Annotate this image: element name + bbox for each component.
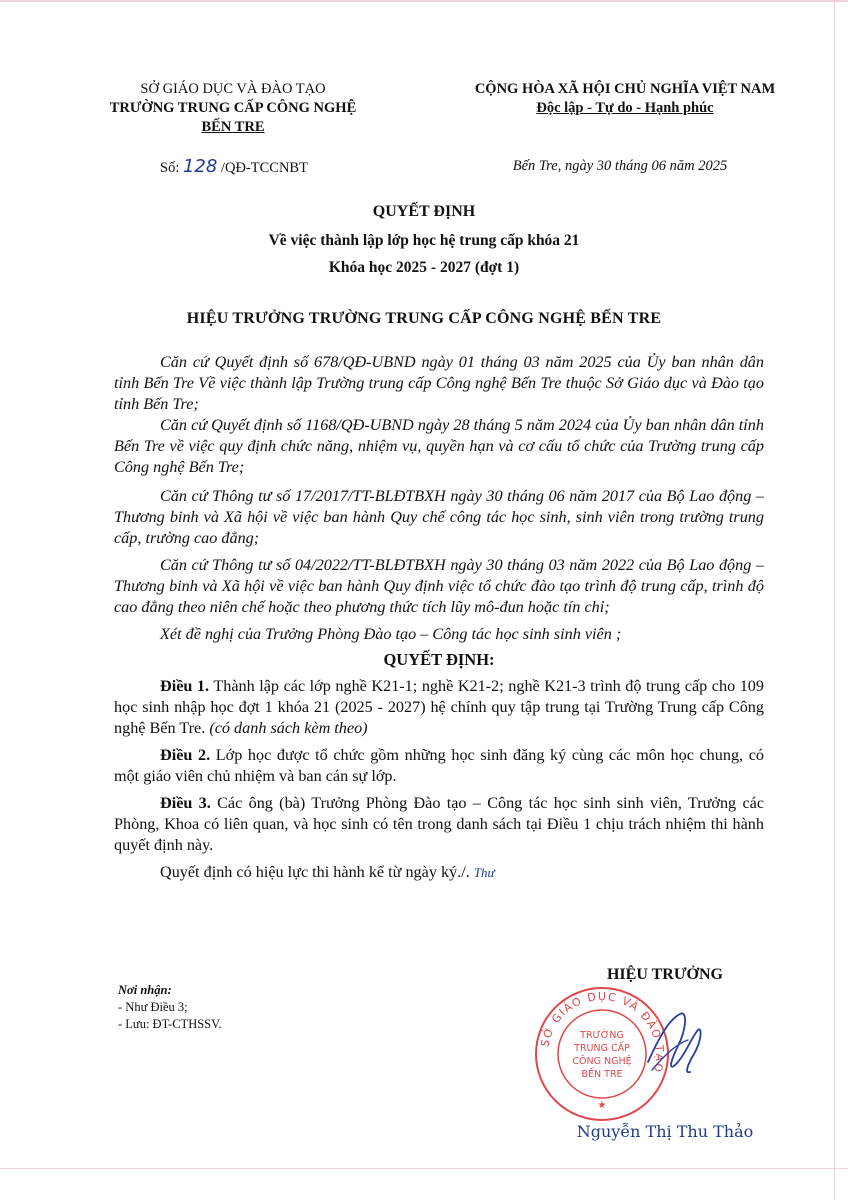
preamble-4: Căn cứ Thông tư số 04/2022/TT-BLĐTBXH ngày 30 tháng 03 năm 2022 của Bộ Lao động – Thương binh và Xã hội về việc ban hành Quy định việc tổ chức đào tạo trình độ trung cấp, trình độ cao đẳng theo niên chế hoặc theo phương thức tích lũy mô-đun hoặc tín chỉ; [114, 556, 764, 616]
doc-number-handwritten: 128 [182, 156, 218, 177]
authority-line-3: BẾN TRE [201, 119, 265, 135]
article-2-label: Điều 2. [160, 746, 211, 764]
recipients [118, 982, 222, 1033]
article-3-label: Điều 3. [160, 794, 211, 812]
preamble-1: Căn cứ Quyết định số 678/QĐ-UBND ngày 01 tháng 03 năm 2025 của Ủy ban nhân dân tỉnh Bến Tre Về việc thành lập Trường trung cấp Công nghệ Bến Tre thuộc Sở Giáo dục và Đào tạo tỉnh Bến Tre; [114, 353, 764, 413]
signer-title: HIỆU TRƯỞNG [606, 966, 723, 983]
article-1-note: (có danh sách kèm theo) [209, 719, 368, 737]
article-1 [114, 676, 764, 739]
signer-name: Nguyễn Thị Thu Thảo [576, 1122, 754, 1141]
seal-line-2: TRUNG CẤP [574, 1043, 630, 1054]
national-heading [452, 80, 798, 118]
doc-number-prefix: Số: [160, 160, 180, 176]
decision-subject: Về việc thành lập lớp học hệ trung cấp khóa 21 [268, 232, 580, 249]
national-name: CỘNG HÒA XÃ HỘI CHỦ NGHĨA VIỆT NAM [474, 81, 776, 97]
article-3-text: Các ông (bà) Trưởng Phòng Đào tạo – Công tác học sinh sinh viên, Trưởng các Phòng, Khoa có liên quan, và học sinh có tên trong danh sách tại Điều 1 chịu trách nhiệm thi hành quyết định này. [114, 794, 765, 854]
page-bottom-rule [0, 1168, 848, 1169]
article-2 [114, 745, 764, 787]
recipients-heading: Nơi nhận: [118, 983, 172, 997]
preamble-3: Căn cứ Thông tư số 17/2017/TT-BLĐTBXH ngày 30 tháng 06 năm 2017 của Bộ Lao động – Thương binh và Xã hội về việc ban hành Quy chế công tác học sinh, sinh viên trong trường trung cấp, trường cao đẳng; [114, 487, 764, 547]
decide-heading: QUYẾT ĐỊNH: [383, 650, 495, 669]
authority-line-1: SỞ GIÁO DỤC VÀ ĐÀO TẠO [140, 81, 326, 97]
place-date: Bến Tre, ngày 30 tháng 06 năm 2025 [512, 158, 728, 174]
preamble-5: Xét đề nghị của Trưởng Phòng Đào tạo – Công tác học sinh sinh viên ; [160, 625, 622, 643]
effective-text: Quyết định có hiệu lực thi hành kể từ ngày ký./. [160, 863, 470, 881]
seal-line-1: TRƯỜNG [580, 1030, 624, 1041]
signature-icon [628, 1000, 718, 1090]
decision-title: QUYẾT ĐỊNH [372, 203, 476, 220]
effective-clause [114, 862, 764, 883]
decision-course: Khóa học 2025 - 2027 (đợt 1) [328, 259, 520, 276]
svg-text:★: ★ [597, 1100, 607, 1111]
preamble-2: Căn cứ Quyết định số 1168/QĐ-UBND ngày 28 tháng 5 năm 2024 của Ủy ban nhân dân tỉnh Bến Tre về việc quy định chức năng, nhiệm vụ, quyền hạn và cơ cấu tổ chức của Trường trung cấp Công nghệ Bến Tre; [114, 416, 764, 476]
article-3 [114, 793, 764, 856]
page-right-rule [834, 0, 835, 1200]
document-number [160, 156, 308, 177]
doc-number-suffix: /QĐ-TCCNBT [220, 160, 308, 176]
paraph-handwritten: Thư [473, 865, 495, 880]
national-motto: Độc lập - Tự do - Hạnh phúc [536, 100, 714, 116]
page-top-rule [0, 0, 848, 2]
recipient-item: - Như Điều 3; [118, 1000, 188, 1014]
article-1-text: Thành lập các lớp nghề K21-1; nghề K21-2; nghề K21-3 trình độ trung cấp cho 109 học sinh nhập học đợt 1 khóa 21 (2025 - 2027) hệ chính quy tập trung tại Trường Trung cấp Công nghệ Bến Tre. [114, 677, 764, 737]
seal-line-4: BẾN TRE [581, 1069, 623, 1080]
article-1-label: Điều 1. [160, 677, 210, 695]
article-2-text: Lớp học được tổ chức gồm những học sinh đăng ký cùng các môn học chung, có một giáo viên chủ nhiệm và ban cán sự lớp. [114, 746, 764, 785]
decision-body [114, 352, 764, 883]
issuing-authority [108, 80, 358, 137]
authority-line-2: TRƯỜNG TRUNG CẤP CÔNG NGHỆ [109, 100, 357, 116]
seal-outer-text: SỞ GIÁO DỤC VÀ ĐÀO TẠO [538, 989, 667, 1075]
recipient-item: - Lưu: ĐT-CTHSSV. [118, 1017, 222, 1031]
seal-line-3: CÔNG NGHỆ [572, 1056, 632, 1067]
principal-heading: HIỆU TRƯỞNG TRƯỜNG TRUNG CẤP CÔNG NGHỆ BẾN TRE [186, 310, 662, 327]
